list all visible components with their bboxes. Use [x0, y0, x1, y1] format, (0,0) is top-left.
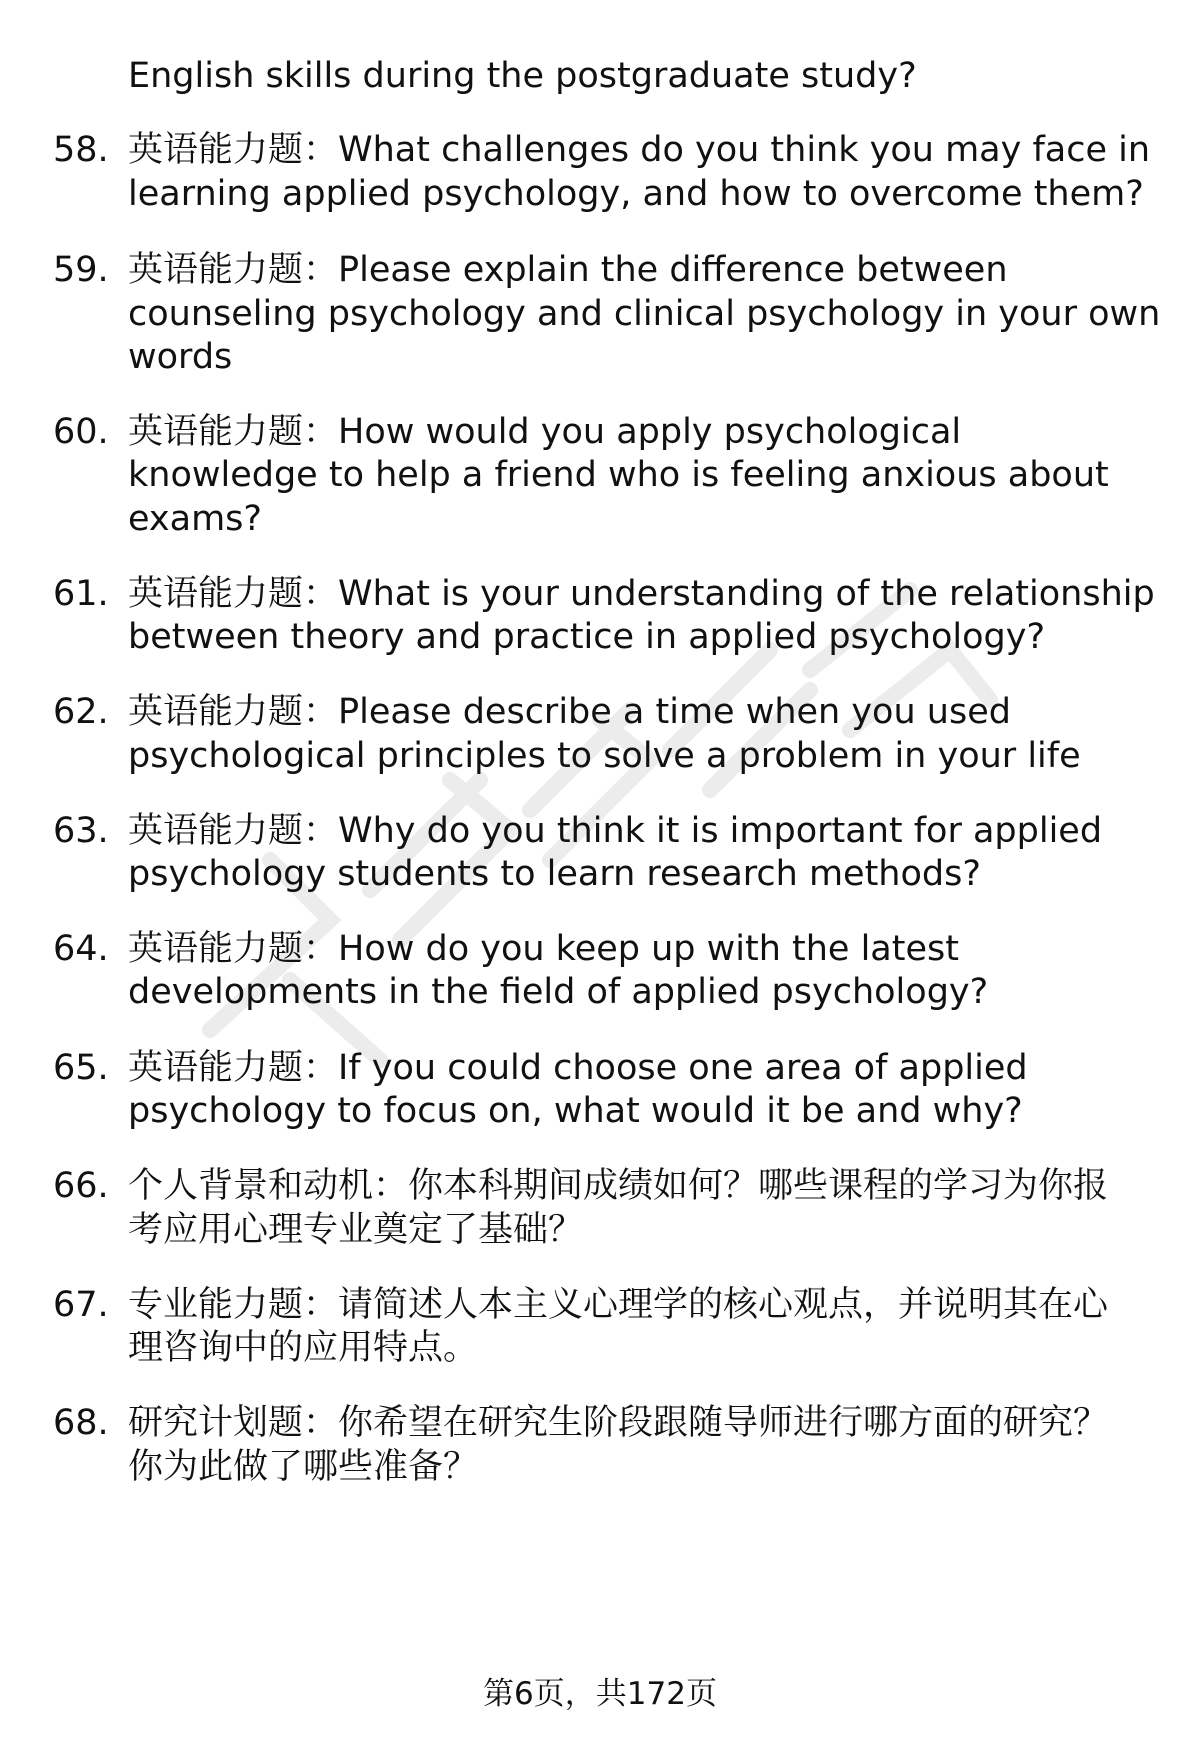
item-number: 68. [53, 1403, 109, 1443]
question-line: 英语能力题：What is your understanding of the relationship [128, 574, 1155, 614]
question-line: 英语能力题：What challenges do you think you may face in [128, 130, 1151, 170]
question-line: 理咨询中的应用特点。 [128, 1328, 479, 1368]
question-line: 英语能力题：How do you keep up with the latest [128, 929, 959, 969]
question-line: exams? [128, 499, 262, 539]
question-line: 个人背景和动机：你本科期间成绩如何？哪些课程的学习为你报 [128, 1166, 1109, 1206]
text-line: English skills during the postgraduate study? [128, 56, 917, 96]
question-line: psychology students to learn research methods? [128, 854, 981, 894]
item-number: 64. [53, 929, 109, 969]
question-line: 英语能力题：Please explain the difference between [128, 250, 1008, 290]
item-number: 60. [53, 412, 109, 452]
question-line: 专业能力题：请简述人本主义心理学的核心观点，并说明其在心 [128, 1285, 1109, 1325]
question-line: psychological principles to solve a problem in your life [128, 736, 1081, 776]
question-line: between theory and practice in applied psychology? [128, 617, 1046, 657]
question-line: 英语能力题：If you could choose one area of applied [128, 1048, 1028, 1088]
question-line: psychology to focus on, what would it be and why? [128, 1091, 1023, 1131]
question-line: 英语能力题：Please describe a time when you used [128, 692, 1011, 732]
item-number: 65. [53, 1048, 109, 1088]
question-line: knowledge to help a friend who is feeling anxious about [128, 455, 1109, 495]
question-line: 英语能力题：How would you apply psychological [128, 412, 962, 452]
question-line: counseling psychology and clinical psychology in your own [128, 294, 1161, 334]
question-line: 你为此做了哪些准备？ [128, 1447, 479, 1487]
page-footer: 第6页，共172页 [483, 1676, 717, 1712]
question-line: developments in the field of applied psychology? [128, 972, 989, 1012]
item-number: 61. [53, 574, 109, 614]
question-line: 研究计划题：你希望在研究生阶段跟随导师进行哪方面的研究？ [128, 1403, 1109, 1443]
item-number: 63. [53, 811, 109, 851]
question-line: 考应用心理专业奠定了基础？ [128, 1210, 584, 1250]
item-number: 67. [53, 1285, 109, 1325]
question-line: learning applied psychology, and how to overcome them? [128, 174, 1144, 214]
item-number: 58. [53, 130, 109, 170]
item-number: 59. [53, 250, 109, 290]
question-line: 英语能力题：Why do you think it is important for applied [128, 811, 1103, 851]
item-number: 62. [53, 692, 109, 732]
item-number: 66. [53, 1166, 109, 1206]
question-line: words [128, 337, 233, 377]
